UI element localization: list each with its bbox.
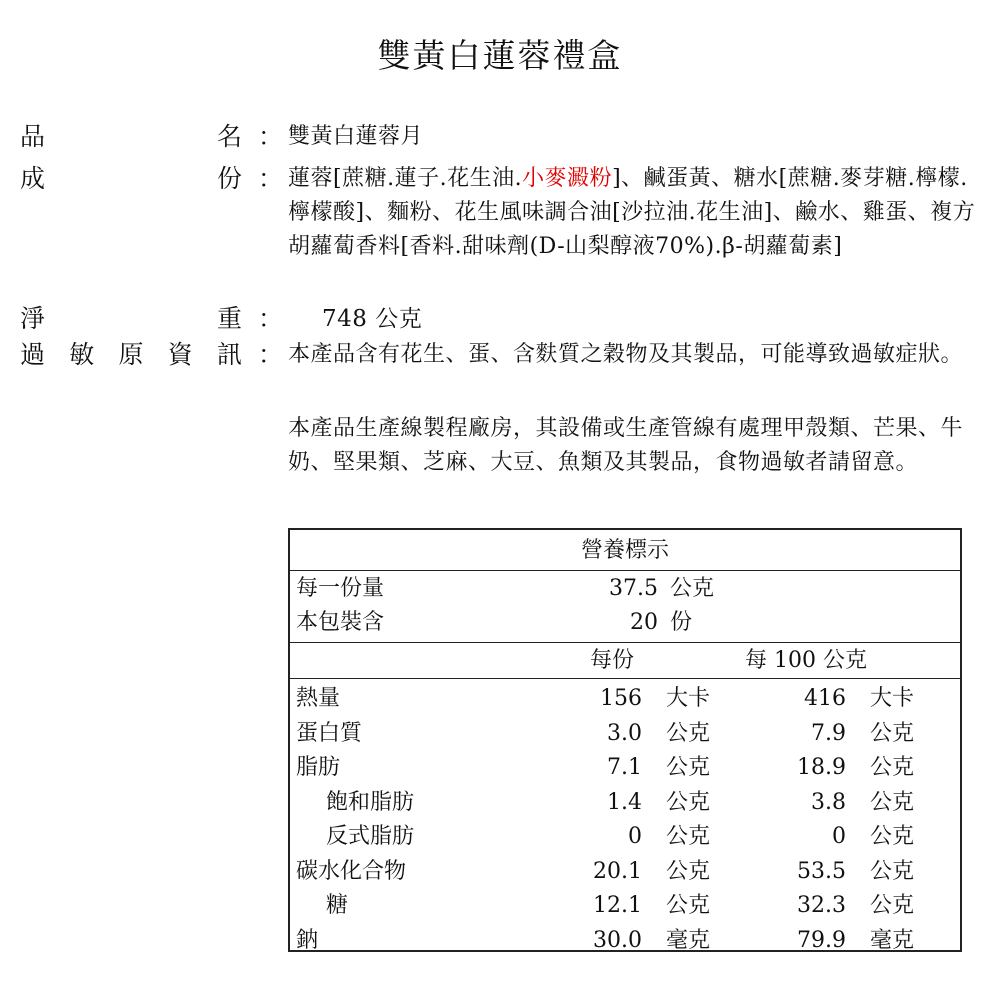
- servings-row: [290, 606, 960, 640]
- product-name-colon: ：: [258, 122, 284, 151]
- per-100g-unit: 毫克: [870, 927, 915, 953]
- per-100g-value: 416: [804, 686, 846, 711]
- ingredients-part-1: 蓮蓉[蔗糖.蓮子.花生油.: [288, 166, 523, 191]
- per-100g-value: 7.9: [811, 720, 846, 746]
- per-100g-value: 18.9: [797, 755, 846, 780]
- ingredients-allergen-highlight: 小麥澱粉: [522, 166, 613, 191]
- per-serving-value: 20.1: [593, 858, 642, 884]
- per-100g-unit: 公克: [870, 720, 915, 746]
- nutrient-name: 脂肪: [296, 755, 341, 780]
- nutrition-row: [290, 820, 960, 854]
- per-100g-unit: 大卡: [870, 686, 915, 711]
- nutrient-name: 飽和脂肪: [326, 789, 415, 815]
- ingredients-colon: ：: [258, 164, 284, 193]
- nutrient-name: 鈉: [296, 927, 319, 953]
- serving-size-label: 每一份量: [296, 576, 385, 601]
- serving-size-value: 37.5: [609, 576, 658, 601]
- per-serving-value: 1.4: [607, 789, 642, 815]
- ingredients-text: [288, 162, 984, 264]
- per-100g-unit: 公克: [870, 755, 915, 780]
- serving-size-row: [290, 572, 960, 606]
- per-serving-unit: 公克: [666, 755, 711, 780]
- allergen-paragraph-1: 本產品含有花生、蛋、含麩質之穀物及其製品，可能導致過敏症狀。: [288, 342, 964, 367]
- per-serving-value: 0: [628, 824, 642, 849]
- per-100g-value: 53.5: [797, 858, 846, 884]
- per-100g-value: 3.8: [811, 789, 846, 815]
- allergen-colon: ：: [258, 340, 284, 369]
- product-name-label: 品 名: [20, 122, 242, 151]
- per-100g-value: 32.3: [797, 893, 846, 918]
- per-serving-unit: 公克: [666, 824, 711, 849]
- nutrition-title: 營養標示: [580, 538, 669, 563]
- per-serving-value: 3.0: [607, 720, 642, 746]
- per-100g-value: 79.9: [797, 927, 846, 953]
- nutrient-name: 蛋白質: [296, 720, 363, 746]
- net-weight-label: 淨 重: [20, 304, 242, 333]
- per-100g-header: 每 100 公克: [745, 648, 867, 673]
- product-name-value: 雙黃白蓮蓉月: [288, 124, 424, 149]
- serving-size-unit: 公克: [670, 576, 715, 601]
- nutrition-row: [290, 717, 960, 751]
- nutrition-row: [290, 751, 960, 785]
- per-serving-unit: 大卡: [666, 686, 711, 711]
- per-100g-unit: 公克: [870, 893, 915, 918]
- net-weight-colon: ：: [258, 304, 284, 333]
- per-serving-unit: 公克: [666, 720, 711, 746]
- per-100g-unit: 公克: [870, 824, 915, 849]
- per-serving-value: 7.1: [607, 755, 642, 780]
- ingredients-part-2: ]、鹹蛋黃、糖水[蔗糖.麥芽糖.檸檬.檸檬酸]、麵粉、花生風味調合油[沙拉油.花生油]、鹼水、雞蛋、複方胡蘿蔔香料[香料.甜味劑(D-山梨醇液70%).β-胡蘿蔔素]: [288, 166, 976, 259]
- per-serving-unit: 公克: [666, 789, 711, 815]
- allergen-label: 過 敏 原 資 訊: [20, 340, 242, 369]
- per-100g-unit: 公克: [870, 858, 915, 884]
- nutrition-column-headers: [290, 644, 960, 678]
- per-serving-value: 30.0: [593, 927, 642, 953]
- per-100g-value: 0: [832, 824, 846, 849]
- nutrient-name: 糖: [326, 893, 349, 918]
- per-serving-unit: 公克: [666, 893, 711, 918]
- per-serving-header: 每份: [590, 648, 635, 673]
- nutrition-row: [290, 889, 960, 923]
- servings-unit: 份: [670, 610, 693, 635]
- nutrition-row: [290, 682, 960, 716]
- per-serving-value: 156: [600, 686, 642, 711]
- net-weight-value: 748 公克: [322, 306, 423, 332]
- per-serving-value: 12.1: [593, 893, 642, 918]
- nutrient-name: 熱量: [296, 686, 341, 711]
- per-100g-unit: 公克: [870, 789, 915, 815]
- ingredients-label: 成 份: [20, 164, 242, 193]
- page-title: 雙黃白蓮蓉禮盒: [377, 36, 623, 75]
- nutrition-table: [288, 528, 962, 952]
- per-serving-unit: 公克: [666, 858, 711, 884]
- servings-label: 本包裝含: [296, 610, 385, 635]
- nutrient-name: 反式脂肪: [326, 824, 415, 849]
- per-serving-unit: 毫克: [666, 927, 711, 953]
- nutrition-row: [290, 924, 960, 958]
- nutrition-row: [290, 855, 960, 889]
- servings-value: 20: [630, 610, 658, 635]
- allergen-paragraph-2: 本產品生產線製程廠房，其設備或生產管線有處理甲殼類、芒果、牛奶、堅果類、芝麻、大豆、魚類及其製品，食物過敏者請留意。: [288, 416, 964, 475]
- nutrient-name: 碳水化合物: [296, 858, 407, 884]
- nutrition-row: [290, 786, 960, 820]
